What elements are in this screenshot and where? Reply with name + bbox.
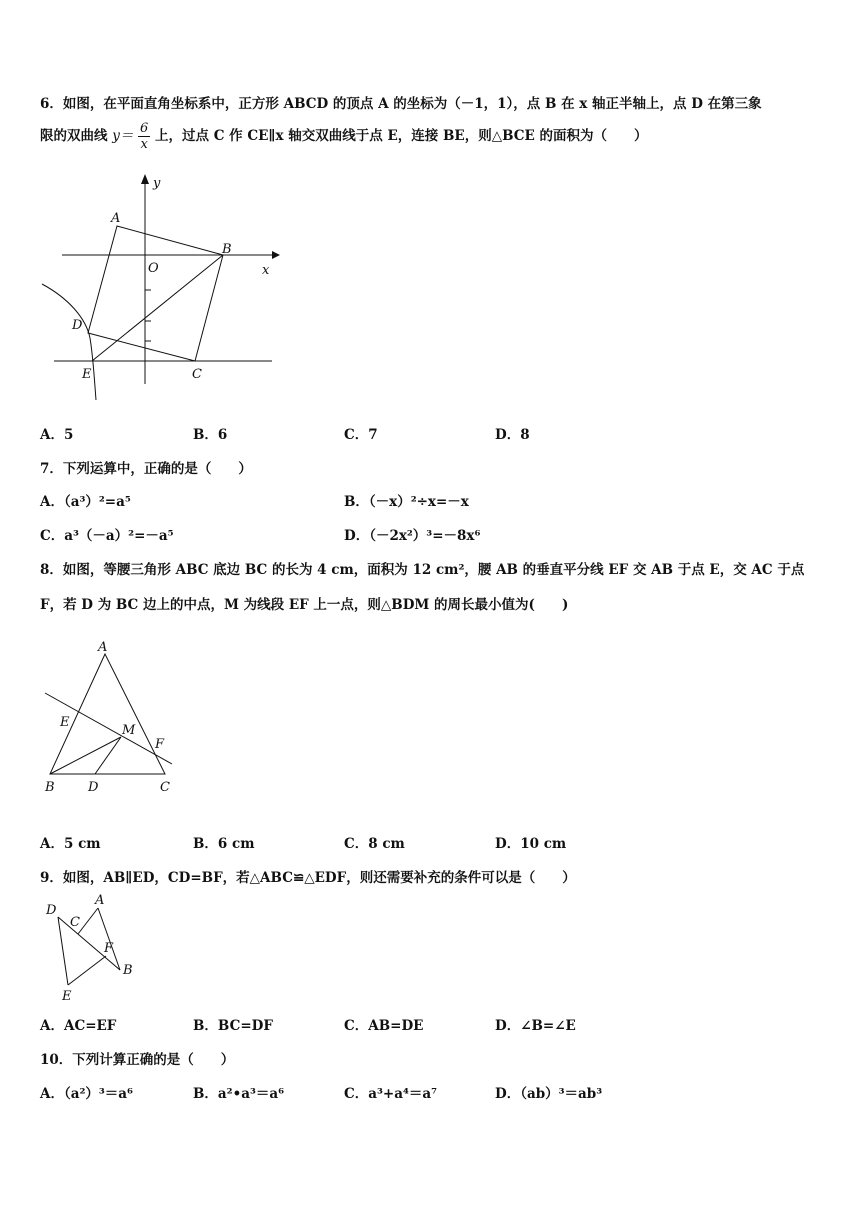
q7-stem: 7．下列运算中，正确的是（ ） bbox=[40, 461, 252, 477]
q7-option-b[interactable]: B．（－x）²÷x=－x bbox=[344, 494, 469, 510]
q6-label-d: D bbox=[72, 318, 83, 333]
q9-option-c[interactable]: C．AB=DE bbox=[344, 1018, 424, 1034]
q8-option-d[interactable]: D．10 cm bbox=[495, 836, 567, 852]
q9-label-e: E bbox=[62, 989, 72, 1004]
q6-fraction bbox=[138, 122, 150, 151]
q6-label-y: y bbox=[153, 176, 161, 191]
q6-label-o: O bbox=[148, 261, 159, 276]
q7-option-a[interactable]: A．（a³）²=a⁵ bbox=[40, 494, 131, 510]
q6-option-b[interactable]: B．6 bbox=[193, 427, 228, 443]
q6-y-axis-arrow bbox=[141, 174, 149, 184]
q7-option-c[interactable]: C．a³（－a）²=－a⁵ bbox=[40, 528, 174, 544]
q9-option-b[interactable]: B．BC=DF bbox=[193, 1018, 273, 1034]
q6-square-abcd bbox=[88, 226, 223, 361]
q6-equation-lhs: y＝ bbox=[112, 128, 134, 144]
q8-label-a: A bbox=[98, 640, 108, 655]
q8-label-b: B bbox=[45, 780, 55, 795]
q8-option-a[interactable]: A．5 cm bbox=[40, 836, 101, 852]
q6-hyperbola bbox=[42, 284, 96, 400]
q9-line-ef bbox=[68, 956, 106, 985]
q8-label-m: M bbox=[122, 723, 136, 738]
q9-stem: 9．如图，AB∥ED，CD=BF，若△ABC≌△EDF，则还需要补充的条件可以是（ ） bbox=[40, 870, 576, 886]
q9-label-c: C bbox=[70, 915, 80, 930]
q7-option-d[interactable]: D．（－2x²）³=－8x⁶ bbox=[344, 528, 481, 544]
q6-figure bbox=[38, 168, 288, 404]
q8-label-f: F bbox=[155, 737, 165, 752]
q6-option-d[interactable]: D．8 bbox=[495, 427, 530, 443]
q6-option-a[interactable]: A．5 bbox=[40, 427, 74, 443]
q6-fraction-numerator: 6 bbox=[140, 121, 149, 136]
q6-option-c[interactable]: C．7 bbox=[344, 427, 378, 443]
q9-line-de bbox=[58, 917, 68, 985]
q6-stem-line1: 6．如图，在平面直角坐标系中，正方形 ABCD 的顶点 A 的坐标为（－1，1），点 B 在 x 轴正半轴上，点 D 在第三象 bbox=[40, 96, 762, 112]
q9-label-b: B bbox=[123, 963, 133, 978]
q8-stem-line2: F，若 D 为 BC 边上的中点，M 为线段 EF 上一点，则△BDM 的周长最小值为( ) bbox=[40, 597, 569, 613]
q6-stem-suffix: 上，过点 C 作 CE∥x 轴交双曲线于点 E，连接 BE，则△BCE 的面积为（ ） bbox=[155, 128, 648, 144]
q8-line-bm bbox=[50, 737, 121, 774]
q6-label-b: B bbox=[222, 242, 232, 257]
q9-figure bbox=[38, 890, 148, 1006]
q8-option-c[interactable]: C．8 cm bbox=[344, 836, 405, 852]
q9-label-f: F bbox=[104, 941, 114, 956]
q6-label-e: E bbox=[82, 367, 92, 382]
q9-option-a[interactable]: A．AC=EF bbox=[40, 1018, 117, 1034]
q6-stem-line2 bbox=[40, 122, 647, 151]
q9-option-d[interactable]: D．∠B=∠E bbox=[495, 1018, 576, 1034]
q6-stem-prefix: 限的双曲线 bbox=[40, 128, 108, 144]
q9-line-ac bbox=[78, 908, 98, 934]
q10-stem: 10．下列计算正确的是（ ） bbox=[40, 1052, 235, 1068]
q8-label-e: E bbox=[60, 715, 70, 730]
q10-option-b[interactable]: B．a²•a³＝a⁶ bbox=[193, 1086, 285, 1102]
q8-stem-line1: 8．如图，等腰三角形 ABC 底边 BC 的长为 4 cm，面积为 12 cm²，腰 AB 的垂直平分线 EF 交 AB 于点 E，交 AC 于点 bbox=[40, 562, 805, 578]
q6-label-a: A bbox=[111, 211, 121, 226]
q8-label-d: D bbox=[88, 780, 99, 795]
q8-option-b[interactable]: B．6 cm bbox=[193, 836, 255, 852]
q9-label-a: A bbox=[95, 893, 105, 908]
q6-x-axis-arrow bbox=[272, 251, 280, 259]
q8-label-c: C bbox=[160, 780, 170, 795]
q10-option-c[interactable]: C．a³+a⁴＝a⁷ bbox=[344, 1086, 438, 1102]
q10-option-d[interactable]: D．（ab）³＝ab³ bbox=[495, 1086, 603, 1102]
q6-label-c: C bbox=[192, 367, 202, 382]
q6-fraction-denominator: x bbox=[140, 137, 148, 152]
q8-figure bbox=[38, 636, 188, 798]
q8-line-dm bbox=[95, 737, 121, 774]
q6-label-x: x bbox=[262, 263, 270, 278]
q10-option-a[interactable]: A．（a²）³＝a⁶ bbox=[40, 1086, 133, 1102]
q9-label-d: D bbox=[46, 903, 57, 918]
